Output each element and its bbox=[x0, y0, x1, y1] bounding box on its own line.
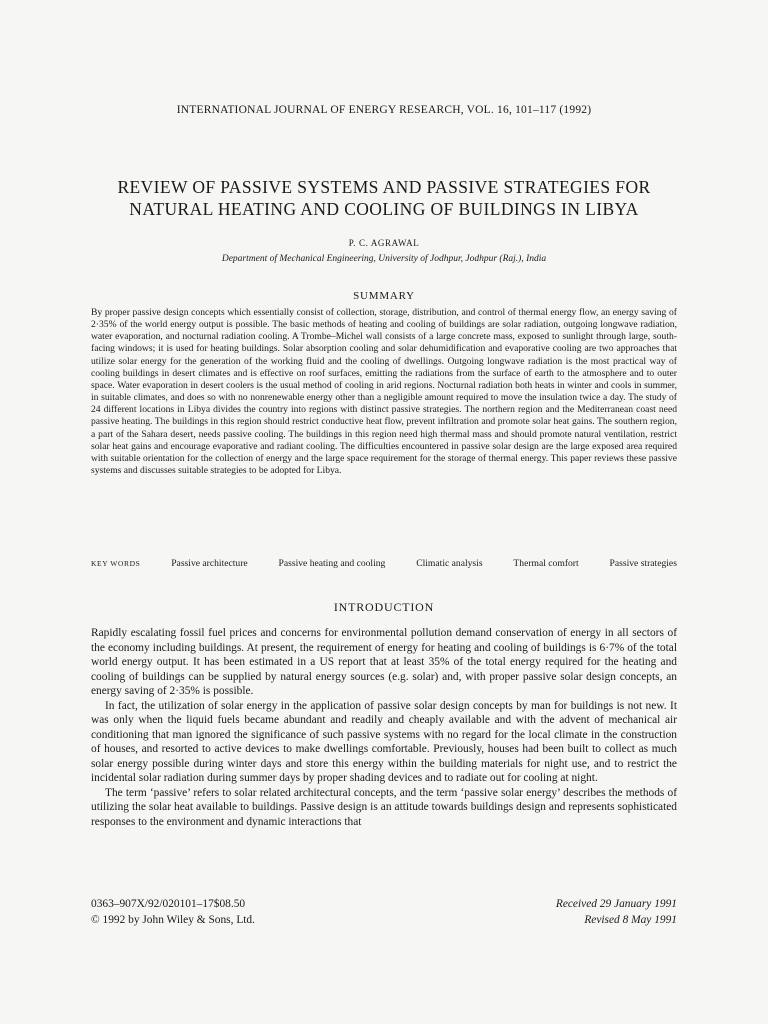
journal-header: INTERNATIONAL JOURNAL OF ENERGY RESEARCH, VOL. 16, 101–117 (1992) bbox=[176, 104, 592, 116]
paper-title-line-2: NATURAL HEATING AND COOLING OF BUILDINGS IN LIBYA bbox=[129, 199, 639, 219]
summary-heading: SUMMARY bbox=[353, 290, 415, 302]
introduction-paragraph: Rapidly escalating fossil fuel prices and concerns for environmental pollution demand conservation of energy in all sectors of the economy including buildings. At present, the requirement of energy for heating and cooling of buildings is 6·7% of the total world energy output. It has been estimated in a US report that at least 35% of the total energy required for the heating and cooling of buildings can be supplied by natural energy sources (e.g. solar) and, with proper passive solar design concepts, an energy saving of 2·35% is possible. bbox=[91, 627, 677, 697]
paper-title-line-1: REVIEW OF PASSIVE SYSTEMS AND PASSIVE STRATEGIES FOR bbox=[117, 177, 651, 197]
summary-text: By proper passive design concepts which essentially consist of collection, storage, distribution, and control of thermal energy flow, an energy saving of 2·35% of the world energy output is possible. The basic methods of heating and cooling of buildings are solar radiation, outgoing longwave radiation, water evaporation, and nocturnal radiation cooling. A Trombe–Michel wall consists of a large concrete mass, exposed to sunlight through large, south-facing windows; it is used for heating buildings. Solar absorption cooling and solar dehumidification and evaporative cooling are two approaches that utilize solar energy for the generation of the working fluid and the cooling of dwellings. Outgoing longwave radiation is the most practical way of cooling buildings in desert climates and is effective on roof surfaces, emitting the radiations from the surface of earth to the atmosphere and to outer space. Water evaporation in desert coolers is the usual method of cooling in arid regions. Nocturnal radiation both heats in winter and cools in summer, in suitable climates, and does so with no nonrenewable energy other than a negligible amount required to move the insulation twice a day. The study of 24 different locations in Libya divides the country into regions with distinct passive strategies. The northern region and the Mediterranean coast need passive heating. The buildings in this region should restrict conductive heat flow, prevent infiltration and promote solar heat gains. The southern region, a part of the Sahara desert, needs passive cooling. The buildings in this region need high thermal mass and should promote natural ventilation, restrict solar heat gains and encourage evaporative and radiant cooling. The difficulties encountered in passive solar design are the large exposed area required with suitable orientation for the collection of energy and the large space requirement for the storage of thermal energy. This paper reviews these passive systems and discusses suitable strategies to be adopted for Libya. bbox=[91, 307, 677, 477]
received-date: Received 29 January 1991 bbox=[555, 898, 677, 910]
keyword-item: Thermal comfort bbox=[513, 558, 579, 569]
footer-right bbox=[556, 896, 677, 928]
revised-date: Revised 8 May 1991 bbox=[584, 914, 677, 926]
introduction-paragraph: In fact, the utilization of solar energy in the application of passive solar design concepts by man for buildings is not new. It was only when the liquid fuels became abundant and readily and cheaply available and with the advent of mechanical air conditioning that man ignored the significance of such passive systems with no regard for the local climate in the construction of houses, and resorted to active devices to make dwellings comfortable. Previously, houses had been built to collect as much solar energy possible during winter days and store this energy within the building materials for night use, and to restrict the incidental solar radiation during summer days by proper shading devices and to radiate out for cooling at night. bbox=[91, 699, 677, 784]
introduction-paragraph: The term ‘passive’ refers to solar related architectural concepts, and the term ‘passive solar energy’ describes the methods of utilizing the solar heat available to buildings. Passive design is an attitude towards buildings design and represents sophisticated responses to the environment and dynamic interactions that bbox=[91, 786, 677, 828]
paper-title bbox=[60, 176, 708, 220]
footer-left bbox=[91, 896, 255, 928]
keyword-item: Passive architecture bbox=[171, 558, 248, 569]
keyword-item: Passive strategies bbox=[609, 558, 677, 569]
keywords-row bbox=[91, 558, 677, 569]
introduction-body bbox=[91, 626, 677, 829]
copyright-line: © 1992 by John Wiley & Sons, Ltd. bbox=[91, 914, 255, 926]
author-name: P. C. AGRAWAL bbox=[348, 238, 420, 248]
article-code: 0363–907X/92/020101–17$08.50 bbox=[91, 898, 246, 910]
keyword-item: Climatic analysis bbox=[416, 558, 483, 569]
keyword-item: Passive heating and cooling bbox=[278, 558, 386, 569]
introduction-heading: INTRODUCTION bbox=[333, 600, 435, 614]
keywords-label: KEY WORDS bbox=[91, 559, 141, 568]
author-affiliation: Department of Mechanical Engineering, University of Jodhpur, Jodhpur (Raj.), India bbox=[221, 254, 547, 264]
